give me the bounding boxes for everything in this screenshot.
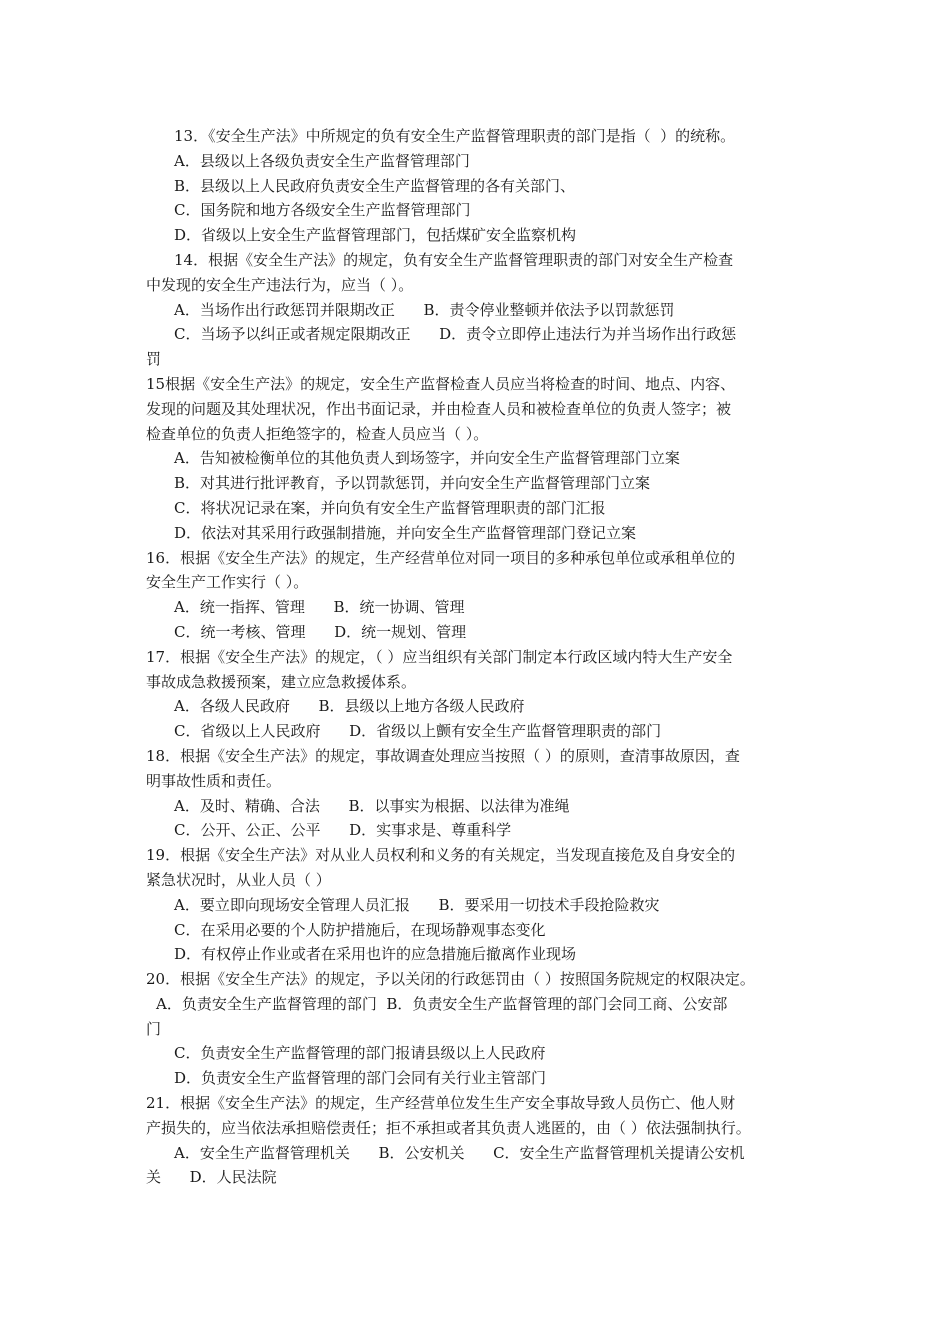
text-line: 发现的问题及其处理状况，作出书面记录，并由检查人员和被检查单位的负责人签字；被 bbox=[146, 399, 732, 418]
text-line: A．各级人民政府 B．县级以上地方各级人民政府 bbox=[174, 697, 525, 716]
document-page bbox=[146, 124, 811, 1190]
text-line: 门 bbox=[146, 1019, 162, 1038]
text-line: A．当场作出行政惩罚并限期改正 B．责令停业整顿并依法予以罚款惩罚 bbox=[174, 300, 675, 319]
text-line: A．及时、精确、合法 B．以事实为根据、以法律为准绳 bbox=[174, 796, 570, 815]
text-line: 安全生产工作实行（ ）。 bbox=[146, 573, 309, 592]
text-line: 产损失的，应当依法承担赔偿责任；拒不承担或者其负责人逃匿的，由（ ）依法强制执行。 bbox=[146, 1118, 751, 1137]
text-line: 紧急状况时，从业人员（ ） bbox=[146, 870, 331, 889]
text-line: A．要立即向现场安全管理人员汇报 B．要采用一切技术手段抢险救灾 bbox=[174, 895, 660, 914]
text-line: 关 D．人民法院 bbox=[146, 1168, 277, 1187]
text-line: 13．《安全生产法》中所规定的负有安全生产监督管理职责的部门是指（ ）的统称。 bbox=[174, 127, 736, 145]
text-line: A．统一指挥、管理 B．统一协调、管理 bbox=[174, 598, 465, 617]
text-line: 明事故性质和责任。 bbox=[146, 771, 282, 790]
text-line: D．负责安全生产监督管理的部门会同有关行业主管部门 bbox=[174, 1069, 547, 1088]
text-line: 20．根据《安全生产法》的规定，予以关闭的行政惩罚由（ ）按照国务院规定的权限决定。 bbox=[146, 970, 755, 989]
text-line: 14．根据《安全生产法》的规定，负有安全生产监督管理职责的部门对安全生产检查 bbox=[174, 250, 734, 269]
text-line: 18．根据《安全生产法》的规定，事故调查处理应当按照（ ）的原则，查清事故原因，查 bbox=[146, 746, 740, 765]
text-line: A．负责安全生产监督管理的部门 B．负责安全生产监督管理的部门会同工商、公安部 bbox=[156, 994, 728, 1013]
text-line: B．县级以上人民政府负责安全生产监督管理的各有关部门、 bbox=[174, 176, 576, 195]
text-line: D．依法对其采用行政强制措施，并向安全生产监督管理部门登记立案 bbox=[174, 523, 637, 542]
text-line: 21．根据《安全生产法》的规定，生产经营单位发生生产安全事故导致人员伤亡、他人财 bbox=[146, 1094, 736, 1113]
text-line: 17．根据《安全生产法》的规定，（ ）应当组织有关部门制定本行政区域内特大生产安全 bbox=[146, 647, 733, 666]
text-line: 19．根据《安全生产法》对从业人员权利和义务的有关规定，当发现直接危及自身安全的 bbox=[146, 846, 736, 865]
text-line: C．将状况记录在案，并向负有安全生产监督管理职责的部门汇报 bbox=[174, 498, 606, 517]
text-line: C．省级以上人民政府 D．省级以上颤有安全生产监督管理职责的部门 bbox=[174, 722, 662, 741]
text-line: 15根据《安全生产法》的规定，安全生产监督检查人员应当将检查的时间、地点、内容、 bbox=[146, 374, 736, 393]
text-line: C．公开、公正、公平 D．实事求是、尊重科学 bbox=[174, 821, 512, 840]
text-line: 事故成急救援预案，建立应急救援体系。 bbox=[146, 672, 417, 691]
text-line: 检查单位的负责人拒绝签字的，检查人员应当（ ）。 bbox=[146, 424, 489, 443]
text-line: C．统一考核、管理 D．统一规划、管理 bbox=[174, 622, 467, 641]
text-line: 16．根据《安全生产法》的规定，生产经营单位对同一项目的多种承包单位或承租单位的 bbox=[146, 548, 736, 567]
text-line: C．国务院和地方各级安全生产监督管理部门 bbox=[174, 201, 471, 220]
text-line: D．省级以上安全生产监督管理部门，包括煤矿安全监察机构 bbox=[174, 226, 577, 245]
text-line: C．负责安全生产监督管理的部门报请县级以上人民政府 bbox=[174, 1044, 546, 1063]
text-line: 罚 bbox=[146, 350, 162, 369]
text-line: A．县级以上各级负责安全生产监督管理部门 bbox=[174, 151, 470, 170]
text-line: A．告知被检衡单位的其他负责人到场签字，并向安全生产监督管理部门立案 bbox=[174, 449, 680, 468]
text-line: A．安全生产监督管理机关 B．公安机关 C．安全生产监督管理机关提请公安机 bbox=[174, 1143, 745, 1162]
text-line: B．对其进行批评教育，予以罚款惩罚，并向安全生产监督管理部门立案 bbox=[174, 474, 651, 493]
text-line: C．在采用必要的个人防护措施后，在现场静观事态变化 bbox=[174, 920, 546, 939]
text-line: D．有权停止作业或者在采用也许的应急措施后撤离作业现场 bbox=[174, 945, 577, 964]
text-line: C．当场予以纠正或者规定限期改正 D．责令立即停止违法行为并当场作出行政惩 bbox=[174, 325, 737, 344]
text-line: 中发现的安全生产违法行为，应当（ ）。 bbox=[146, 275, 414, 294]
